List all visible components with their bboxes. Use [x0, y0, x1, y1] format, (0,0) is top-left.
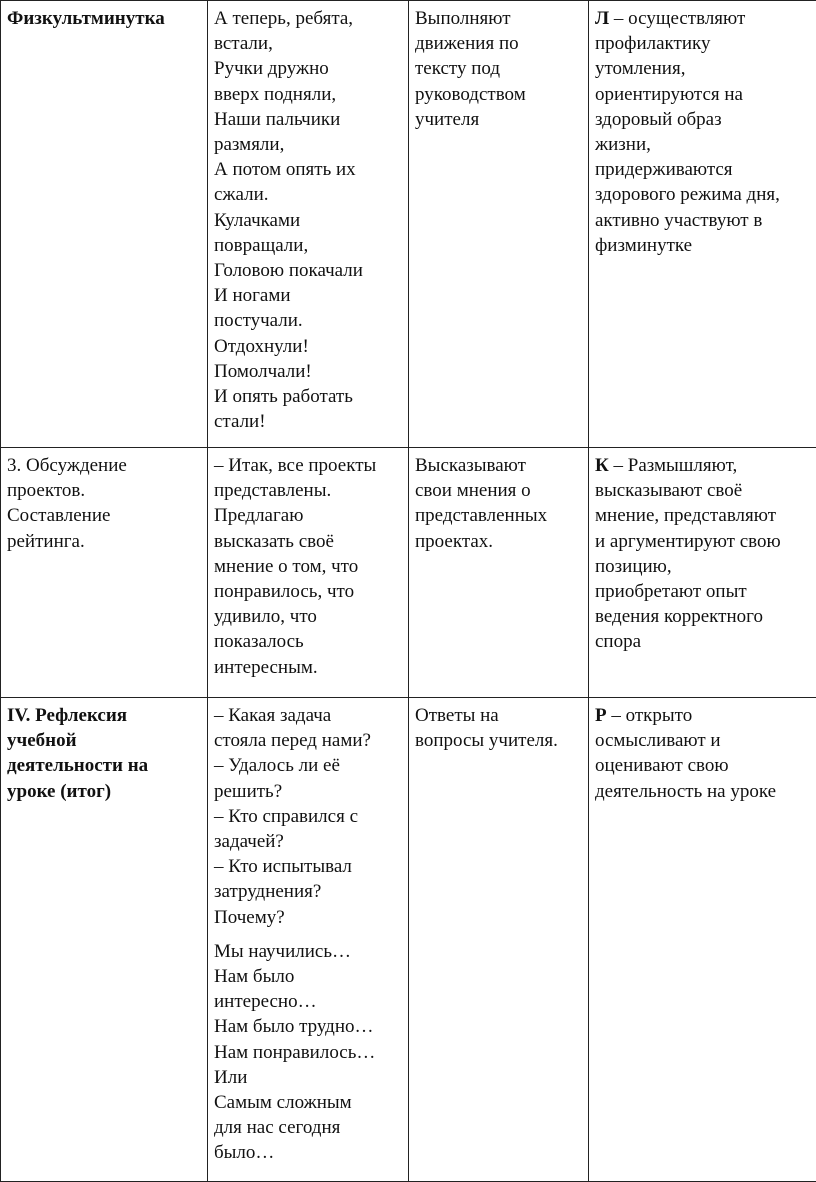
text-line — [595, 453, 810, 478]
text-line: А теперь, ребята, — [214, 6, 402, 31]
text-line: тексту под — [415, 56, 582, 81]
text-line: сжали. — [214, 182, 402, 207]
text-line: 3. Обсуждение — [7, 453, 201, 478]
text-line: профилактику — [595, 31, 810, 56]
text-line: Высказывают — [415, 453, 582, 478]
text-line: придерживаются — [595, 157, 810, 182]
text-line: высказать своё — [214, 529, 402, 554]
text-line: – Итак, все проекты — [214, 453, 402, 478]
teacher-activity-cell — [208, 448, 409, 698]
text-line: И опять работать — [214, 384, 402, 409]
text-line: проектов. — [7, 478, 201, 503]
teacher-text-continued — [214, 939, 402, 1166]
text-line: позицию, — [595, 554, 810, 579]
student-text — [415, 6, 582, 132]
text-line: рейтинга. — [7, 529, 201, 554]
uud-line-text: – осуществляют — [609, 8, 745, 29]
uud-letter: К — [595, 455, 609, 476]
text-line: задачей? — [214, 829, 402, 854]
text-line: приобретают опыт — [595, 579, 810, 604]
text-line: – Какая задача — [214, 703, 402, 728]
text-line: для нас сегодня — [214, 1115, 402, 1140]
stage-cell — [1, 1, 208, 448]
stage-text — [7, 453, 201, 554]
stage-cell — [1, 448, 208, 698]
student-text — [415, 453, 582, 554]
text-line: Предлагаю — [214, 503, 402, 528]
teacher-text — [214, 6, 402, 434]
text-line: учителя — [415, 107, 582, 132]
paragraph-gap — [214, 930, 402, 939]
student-activity-cell — [409, 698, 589, 1182]
text-line: учебной — [7, 728, 201, 753]
uud-cell — [589, 1, 816, 448]
text-line: уроке (итог) — [7, 779, 201, 804]
text-line: затруднения? — [214, 879, 402, 904]
stage-cell — [1, 698, 208, 1182]
teacher-activity-cell — [208, 698, 409, 1182]
text-line: физминутке — [595, 233, 810, 258]
text-line: здоровый образ — [595, 107, 810, 132]
text-line: стали! — [214, 409, 402, 434]
text-line: Самым сложным — [214, 1090, 402, 1115]
text-line: вверх подняли, — [214, 82, 402, 107]
text-line: Наши пальчики — [214, 107, 402, 132]
stage-line: Физкультминутка — [7, 6, 201, 31]
text-line: Нам понравилось… — [214, 1040, 402, 1065]
text-line: ориентируются на — [595, 82, 810, 107]
uud-line-text: – Размышляют, — [609, 455, 737, 476]
text-line: – Кто справился с — [214, 804, 402, 829]
uud-text — [595, 6, 810, 258]
text-line: Мы научились… — [214, 939, 402, 964]
uud-text — [595, 453, 810, 655]
text-line: Отдохнули! — [214, 334, 402, 359]
text-line: утомления, — [595, 56, 810, 81]
table-row — [1, 1, 816, 448]
text-line: стояла перед нами? — [214, 728, 402, 753]
text-line: руководством — [415, 82, 582, 107]
teacher-text — [214, 453, 402, 680]
teacher-text — [214, 703, 402, 930]
text-line: спора — [595, 629, 810, 654]
text-line: Или — [214, 1065, 402, 1090]
student-activity-cell — [409, 1, 589, 448]
uud-cell — [589, 448, 816, 698]
stage-text — [7, 703, 201, 804]
text-line: мнение, представляют — [595, 503, 810, 528]
text-line: вопросы учителя. — [415, 728, 582, 753]
text-line: показалось — [214, 629, 402, 654]
text-line: ведения корректного — [595, 604, 810, 629]
text-line: – Кто испытывал — [214, 854, 402, 879]
text-line: мнение о том, что — [214, 554, 402, 579]
student-text — [415, 703, 582, 753]
text-line: здорового режима дня, — [595, 182, 810, 207]
student-activity-cell — [409, 448, 589, 698]
text-line: встали, — [214, 31, 402, 56]
text-line: высказывают своё — [595, 478, 810, 503]
text-line: решить? — [214, 779, 402, 804]
uud-line-text: – открыто — [607, 705, 693, 726]
text-line: свои мнения о — [415, 478, 582, 503]
text-line: интересно… — [214, 989, 402, 1014]
table-row — [1, 448, 816, 698]
text-line: Выполняют — [415, 6, 582, 31]
text-line — [595, 6, 810, 31]
text-line: Головою покачали — [214, 258, 402, 283]
text-line: Нам было — [214, 964, 402, 989]
text-line: деятельности на — [7, 753, 201, 778]
uud-cell — [589, 698, 816, 1182]
text-line: оценивают свою — [595, 753, 810, 778]
text-line: повращали, — [214, 233, 402, 258]
text-line: активно участвуют в — [595, 208, 810, 233]
text-line: Помолчали! — [214, 359, 402, 384]
text-line: А потом опять их — [214, 157, 402, 182]
text-line: было… — [214, 1140, 402, 1165]
text-line: И ногами — [214, 283, 402, 308]
table-row — [1, 698, 816, 1182]
text-line: Кулачками — [214, 208, 402, 233]
text-line: Ручки дружно — [214, 56, 402, 81]
text-line: – Удалось ли её — [214, 753, 402, 778]
text-line: осмысливают и — [595, 728, 810, 753]
text-line: представленных — [415, 503, 582, 528]
text-line: Ответы на — [415, 703, 582, 728]
text-line: IV. Рефлексия — [7, 703, 201, 728]
teacher-activity-cell — [208, 1, 409, 448]
text-line: проектах. — [415, 529, 582, 554]
text-line: постучали. — [214, 308, 402, 333]
text-line: жизни, — [595, 132, 810, 157]
uud-letter: Л — [595, 8, 609, 29]
uud-text — [595, 703, 810, 804]
text-line: размяли, — [214, 132, 402, 157]
text-line: Почему? — [214, 905, 402, 930]
text-line: интересным. — [214, 655, 402, 680]
text-line: удивило, что — [214, 604, 402, 629]
text-line — [595, 703, 810, 728]
text-line: Составление — [7, 503, 201, 528]
text-line: понравилось, что — [214, 579, 402, 604]
text-line: движения по — [415, 31, 582, 56]
text-line: Нам было трудно… — [214, 1014, 402, 1039]
uud-letter: Р — [595, 705, 607, 726]
text-line: деятельность на уроке — [595, 779, 810, 804]
text-line: представлены. — [214, 478, 402, 503]
text-line: и аргументируют свою — [595, 529, 810, 554]
